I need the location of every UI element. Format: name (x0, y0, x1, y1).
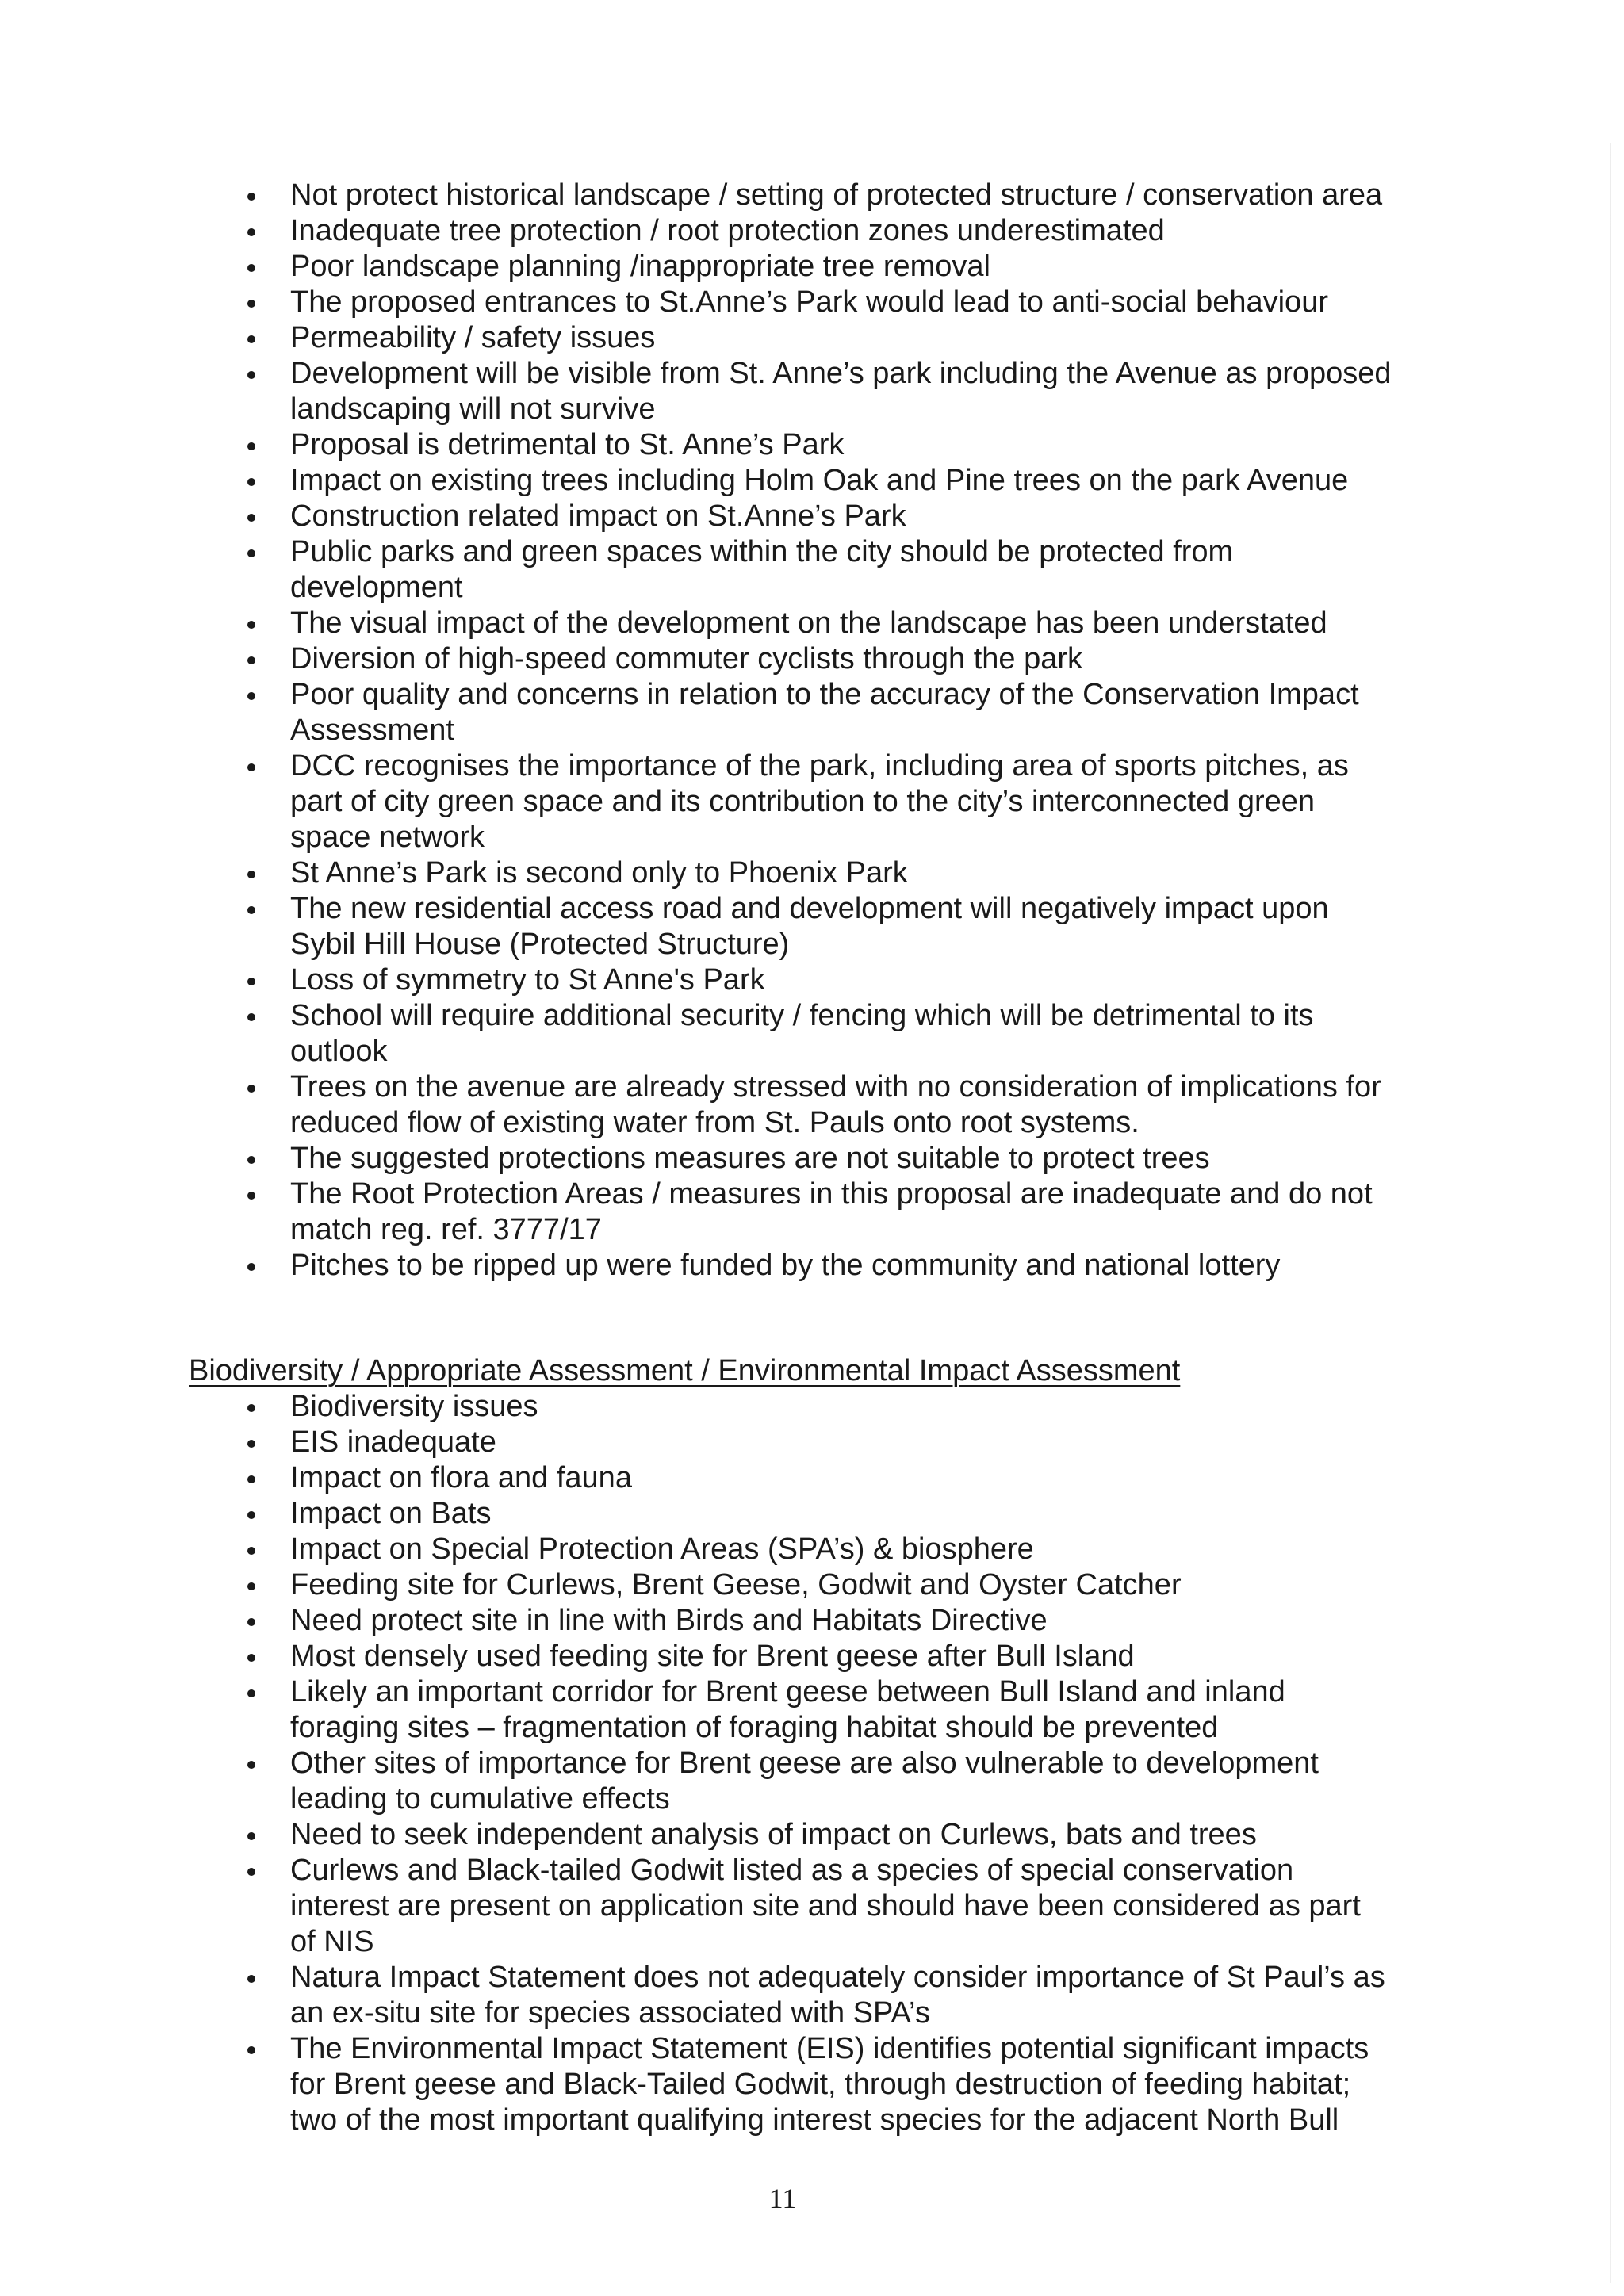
page-number: 11 (768, 2183, 797, 2214)
list-item: The proposed entrances to St.Anne’s Park would lead to anti-social behaviour (189, 285, 1394, 320)
list-item: The visual impact of the development on the landscape has been understated (189, 606, 1394, 641)
objections-list (189, 178, 1394, 1284)
scan-edge-artifact (1610, 143, 1611, 2283)
list-item: School will require additional security / fencing which will be detrimental to its outlook (189, 998, 1394, 1070)
list-item: Construction related impact on St.Anne’s Park (189, 499, 1394, 534)
list-item: Loss of symmetry to St Anne's Park (189, 962, 1394, 998)
list-item: The new residential access road and development will negatively impact upon Sybil Hill House (Protected Structure) (189, 891, 1394, 962)
list-item: Feeding site for Curlews, Brent Geese, Godwit and Oyster Catcher (189, 1567, 1394, 1603)
list-item: Most densely used feeding site for Brent geese after Bull Island (189, 1639, 1394, 1674)
list-item: Likely an important corridor for Brent geese between Bull Island and inland foraging sites – fragmentation of foraging habitat should be prevented (189, 1674, 1394, 1746)
section-heading-biodiversity: Biodiversity / Appropriate Assessment / Environmental Impact Assessment (189, 1354, 1181, 1387)
list-item: Diversion of high-speed commuter cyclists through the park (189, 641, 1394, 677)
list-item: Biodiversity issues (189, 1389, 1394, 1425)
list-item: Impact on Special Protection Areas (SPA’s) & biosphere (189, 1532, 1394, 1567)
list-item: Trees on the avenue are already stressed with no consideration of implications for reduced flow of existing water from St. Pauls onto root systems. (189, 1070, 1394, 1141)
list-item: EIS inadequate (189, 1425, 1394, 1460)
list-item: Development will be visible from St. Anne’s park including the Avenue as proposed landscaping will not survive (189, 356, 1394, 427)
list-item: Not protect historical landscape / setting of protected structure / conservation area (189, 178, 1394, 213)
list-item: Public parks and green spaces within the city should be protected from development (189, 534, 1394, 606)
list-item: Pitches to be ripped up were funded by the community and national lottery (189, 1248, 1394, 1284)
list-item: The Root Protection Areas / measures in this proposal are inadequate and do not match reg. ref. 3777/17 (189, 1177, 1394, 1248)
list-item: Impact on flora and fauna (189, 1460, 1394, 1496)
list-item: Natura Impact Statement does not adequately consider importance of St Paul’s as an ex-situ site for species associated with SPA’s (189, 1960, 1394, 2031)
list-item: Poor quality and concerns in relation to the accuracy of the Conservation Impact Assessment (189, 677, 1394, 748)
list-item: Inadequate tree protection / root protection zones underestimated (189, 213, 1394, 249)
list-item: Proposal is detrimental to St. Anne’s Park (189, 427, 1394, 463)
list-item: St Anne’s Park is second only to Phoenix Park (189, 855, 1394, 891)
list-item: Permeability / safety issues (189, 320, 1394, 356)
list-item: Impact on existing trees including Holm Oak and Pine trees on the park Avenue (189, 463, 1394, 499)
list-item: Curlews and Black-tailed Godwit listed as a species of special conservation interest are present on application site and should have been considered as part of NIS (189, 1853, 1394, 1960)
list-item: Poor landscape planning /inappropriate tree removal (189, 249, 1394, 285)
biodiversity-list (189, 1389, 1394, 2138)
page-content (189, 178, 1394, 2138)
list-item: The suggested protections measures are not suitable to protect trees (189, 1141, 1394, 1177)
list-item: Need protect site in line with Birds and Habitats Directive (189, 1603, 1394, 1639)
list-item: Impact on Bats (189, 1496, 1394, 1532)
list-item: Need to seek independent analysis of impact on Curlews, bats and trees (189, 1817, 1394, 1853)
list-item: Other sites of importance for Brent geese are also vulnerable to development leading to cumulative effects (189, 1746, 1394, 1817)
list-item: The Environmental Impact Statement (EIS) identifies potential significant impacts for Brent geese and Black-Tailed Godwit, through destruction of feeding habitat; two of the most important qualifying interest species for the adjacent North Bull (189, 2031, 1394, 2138)
list-item: DCC recognises the importance of the park, including area of sports pitches, as part of city green space and its contribution to the city’s interconnected green space network (189, 748, 1394, 855)
